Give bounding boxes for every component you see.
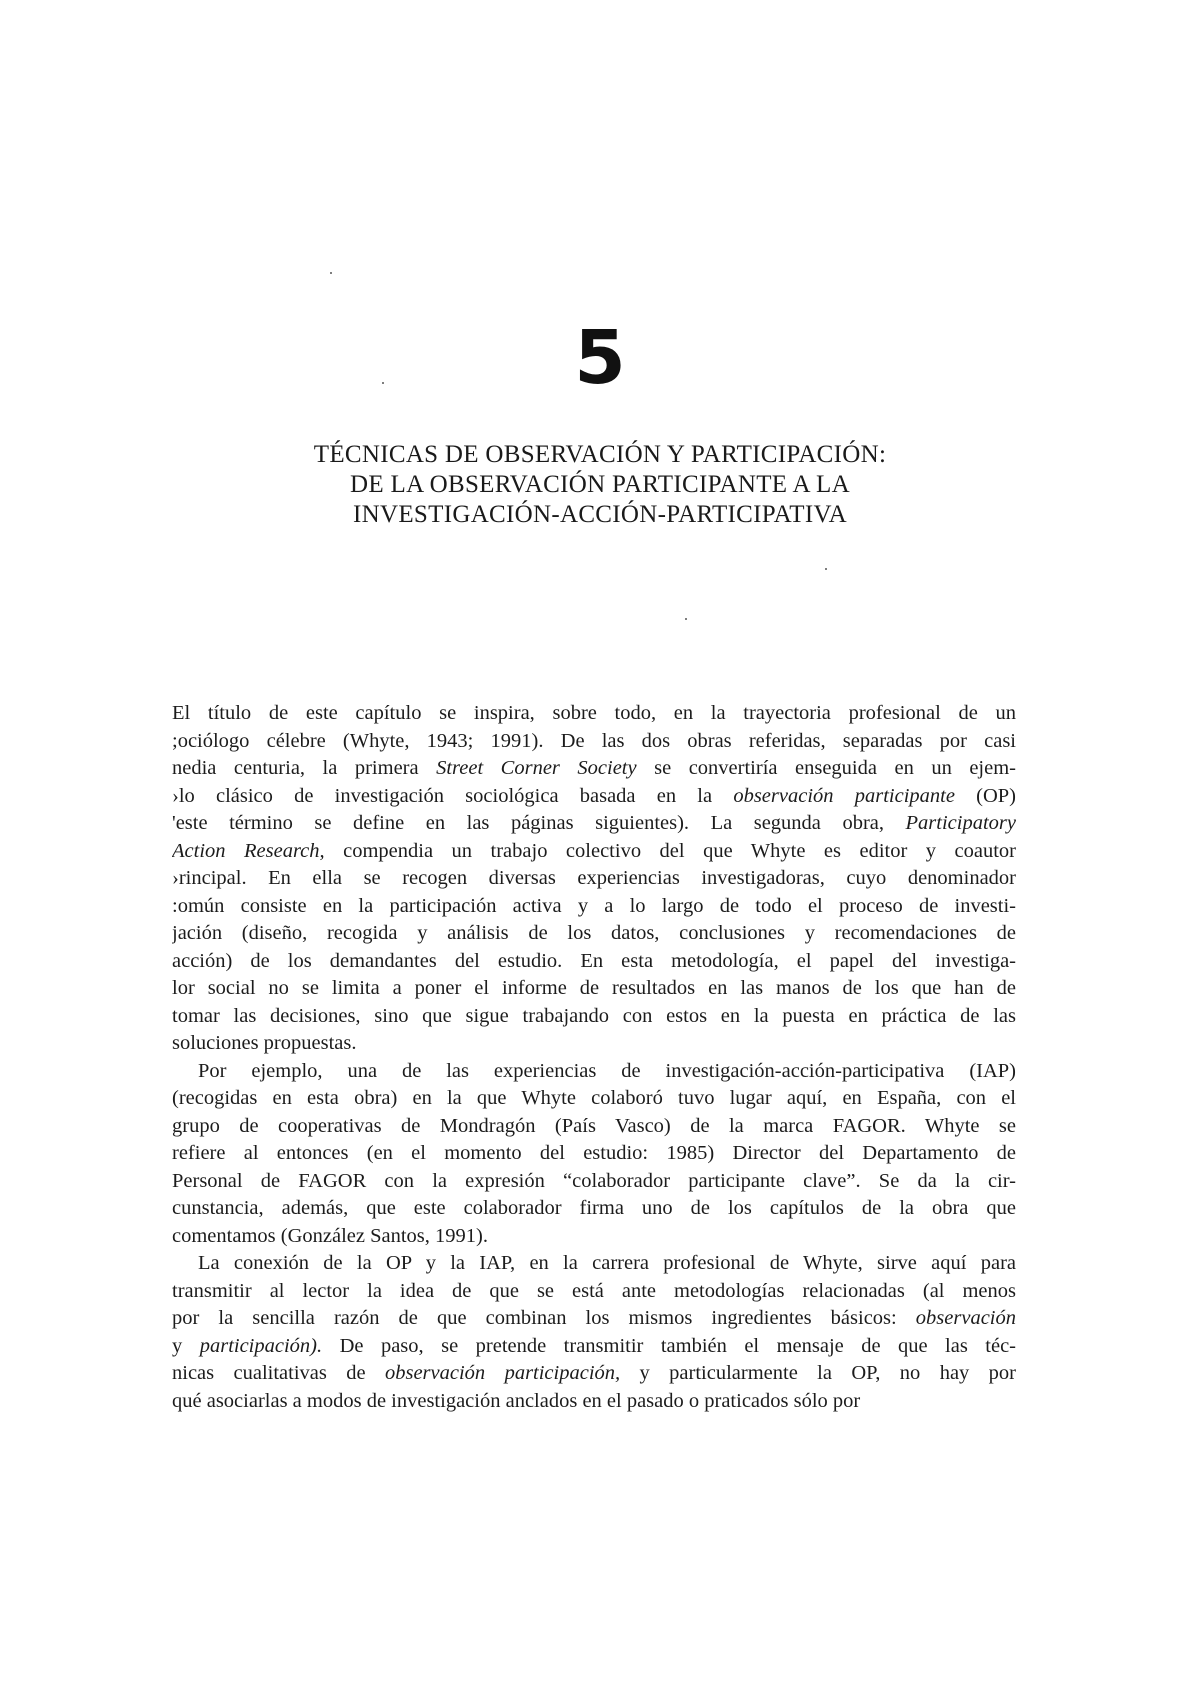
text-run: nicas cualitativas de [172, 1362, 385, 1384]
text-run: lor social no se limita a poner el informe de resultados en las manos de los que han de [172, 977, 1016, 999]
text-line [172, 1333, 1016, 1361]
text-run: transmitir al lector la idea de que se está ante metodologías relacionadas (al menos [172, 1279, 1016, 1302]
text-run: compendia un trabajo colectivo del que Whyte es editor y coautor [324, 839, 1016, 862]
text-run: cunstancia, además, que este colaborador firma uno de los capítulos de la obra que [172, 1197, 1016, 1219]
text-line [172, 1003, 1016, 1031]
text-line [172, 893, 1016, 921]
text-line [172, 1140, 1016, 1168]
text-run: y [172, 1334, 200, 1357]
text-line [172, 920, 1016, 948]
text-line [172, 1113, 1016, 1141]
text-run: La conexión de la OP y la IAP, en la carrera profesional de Whyte, sirve aquí para [198, 1252, 1016, 1274]
text-line [172, 1195, 1016, 1223]
text-run: tomar las decisiones, sino que sigue trabajando con estos en la puesta en práctica de las [172, 1004, 1016, 1027]
text-line [172, 1058, 1016, 1086]
text-line [172, 1250, 1016, 1278]
body-paragraph [172, 1058, 1016, 1251]
text-line [172, 755, 1016, 783]
chapter-number: 5 [574, 315, 626, 401]
text-run: se convertiría enseguida en un ejem- [636, 757, 1016, 779]
body-text [172, 700, 1016, 1415]
chapter-title-line: TÉCNICAS DE OBSERVACIÓN Y PARTICIPACIÓN: [313, 441, 887, 468]
scan-speck [825, 568, 827, 570]
text-run: qué asociarlas a modos de investigación anclados en el pasado o praticados sólo por [172, 1389, 861, 1412]
text-run: 'este término se define en las páginas siguientes). La segunda obra, [172, 812, 906, 834]
scan-speck [685, 618, 687, 620]
text-line [172, 783, 1016, 811]
text-line [172, 1085, 1016, 1113]
text-run: soluciones propuestas. [172, 1032, 357, 1054]
italic-term: observación [915, 1307, 1016, 1329]
text-line [172, 1360, 1016, 1388]
text-run: ›lo clásico de investigación sociológica basada en la [172, 784, 734, 807]
italic-term: Participatory [905, 812, 1016, 834]
text-run: (OP) [954, 784, 1016, 807]
italic-term: participación). [199, 1334, 323, 1357]
text-line [172, 1030, 1016, 1058]
text-run: Personal de FAGOR con la expresión “colaborador participante clave”. Se da la cir- [172, 1169, 1016, 1192]
italic-term: observación participación, [384, 1362, 621, 1384]
text-line [172, 975, 1016, 1003]
text-line [172, 810, 1016, 838]
text-line [172, 1388, 1016, 1416]
chapter-title [0, 440, 1200, 530]
italic-term: Action Research, [172, 839, 325, 862]
text-run: acción) de los demandantes del estudio. En esta metodología, el papel del investiga- [172, 949, 1016, 972]
text-run: nedia centuria, la primera [172, 757, 437, 779]
text-run: jación (diseño, recogida y análisis de los datos, conclusiones y recomendaciones de [172, 922, 1016, 944]
text-line [172, 1223, 1016, 1251]
text-line [172, 1278, 1016, 1306]
text-line [172, 838, 1016, 866]
italic-term: Street Corner Society [436, 757, 637, 779]
text-line [172, 1168, 1016, 1196]
text-line [172, 1305, 1016, 1333]
text-line [172, 728, 1016, 756]
text-run: De paso, se pretende transmitir también el mensaje de que las téc- [322, 1334, 1016, 1357]
text-run: refiere al entonces (en el momento del estudio: 1985) Director del Departamento de [172, 1142, 1016, 1164]
text-line [172, 865, 1016, 893]
body-paragraph [172, 1250, 1016, 1415]
scan-speck [330, 272, 332, 274]
chapter-title-line: INVESTIGACIÓN-ACCIÓN-PARTICIPATIVA [353, 501, 847, 528]
text-run: El título de este capítulo se inspira, sobre todo, en la trayectoria profesional de un [172, 702, 1016, 724]
text-run: (recogidas en esta obra) en la que Whyte colaboró tuvo lugar aquí, en España, con el [172, 1087, 1016, 1109]
text-run: ›rincipal. En ella se recogen diversas experiencias investigadoras, cuyo denominador [172, 867, 1016, 889]
chapter-title-line: DE LA OBSERVACIÓN PARTICIPANTE A LA [350, 471, 850, 498]
text-run: y particularmente la OP, no hay por [620, 1362, 1016, 1384]
italic-term: observación participante [733, 784, 955, 807]
text-run: por la sencilla razón de que combinan los mismos ingredientes básicos: [172, 1307, 916, 1329]
text-line [172, 700, 1016, 728]
body-paragraph [172, 700, 1016, 1058]
text-run: ;ociólogo célebre (Whyte, 1943; 1991). De las dos obras referidas, separadas por casi [172, 729, 1016, 752]
text-run: grupo de cooperativas de Mondragón (País Vasco) de la marca FAGOR. Whyte se [172, 1114, 1016, 1137]
text-line [172, 948, 1016, 976]
text-run: :omún consiste en la participación activa y a lo largo de todo el proceso de investi- [172, 894, 1016, 917]
text-run: comentamos (González Santos, 1991). [172, 1224, 488, 1247]
text-run: Por ejemplo, una de las experiencias de investigación-acción-participativa (IAP) [198, 1059, 1016, 1082]
